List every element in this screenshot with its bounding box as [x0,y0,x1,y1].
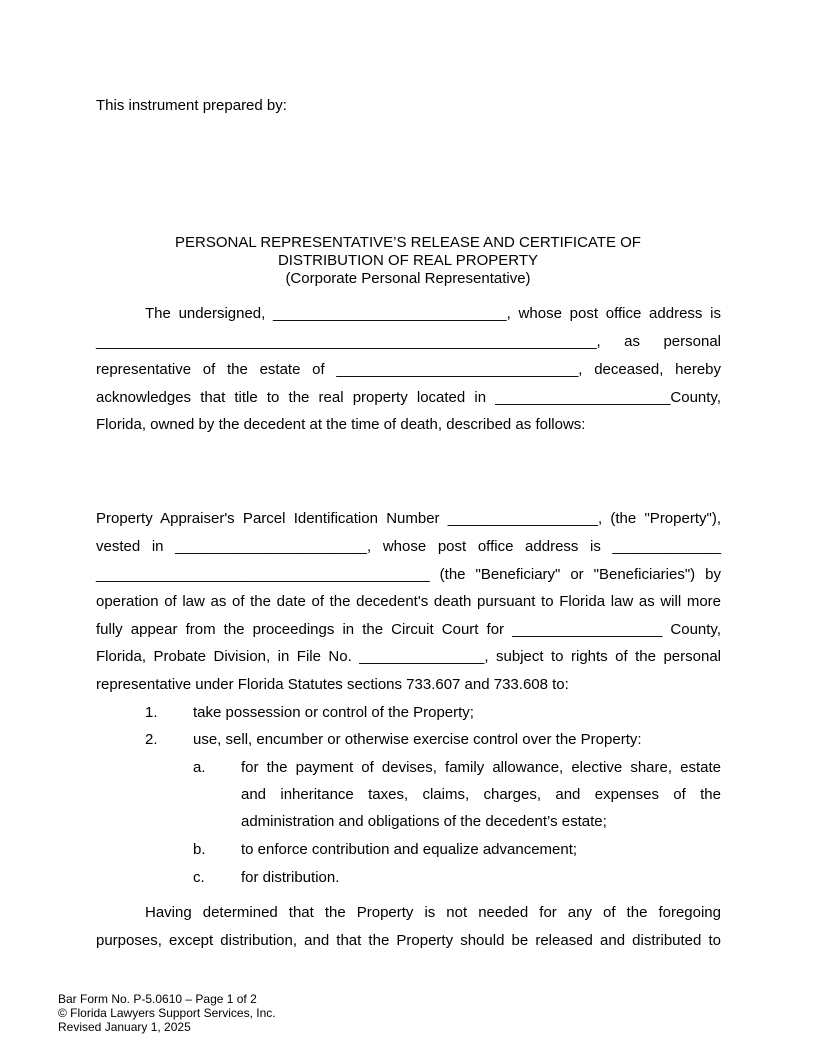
list-item: use, sell, encumber or otherwise exercise control over the Property: [193,731,642,748]
title-subtitle: (Corporate Personal Representative) [285,270,531,287]
list-number: 1. [145,704,158,721]
list-number: 2. [145,731,158,748]
para1-line: Florida, owned by the decedent at the time of death, described as follows: [96,416,586,433]
footer-form-number: Bar Form No. P-5.0610 – Page 1 of 2 [58,992,257,1006]
para2-line: ________________________________________ (the "Beneficiary" or "Beneficiaries") by [96,566,721,583]
para2-line: representative under Florida Statutes sections 733.607 and 733.608 to: [96,676,569,693]
footer [58,992,276,1034]
para1-line: acknowledges that title to the real property located in _____________________County, [96,389,721,406]
sublist-letter: a. [193,759,206,776]
title-line-1: PERSONAL REPRESENTATIVE’S RELEASE AND CERTIFICATE OF [175,234,641,251]
prepared-by: This instrument prepared by: [96,97,287,114]
sublist-item-line: and inheritance taxes, claims, charges, and expenses of the [241,786,721,803]
footer-copyright: © Florida Lawyers Support Services, Inc. [58,1006,276,1020]
sublist-item-line: for distribution. [241,869,340,886]
para2-line: Florida, Probate Division, in File No. _______________, subject to rights of the personal [96,648,721,665]
sublist-item-line: to enforce contribution and equalize advancement; [241,841,578,858]
footer-revised: Revised January 1, 2025 [58,1020,191,1034]
sublist-item-line: administration and obligations of the decedent’s estate; [241,813,607,830]
sublist-letter: b. [193,841,206,858]
sublist-item-line: for the payment of devises, family allowance, elective share, estate [241,759,721,776]
para1-line: ____________________________________________________________, as personal [96,333,721,350]
sublist-letter: c. [193,869,205,886]
para3-line: purposes, except distribution, and that the Property should be released and distributed to [96,932,721,949]
para2-line: Property Appraiser's Parcel Identification Number __________________, (the "Property"), [96,510,721,527]
para3-line: Having determined that the Property is not needed for any of the foregoing [145,904,721,921]
list-item: take possession or control of the Property; [193,704,474,721]
para1-line: representative of the estate of _____________________________, deceased, hereby [96,361,721,378]
para2-line: vested in _______________________, whose post office address is _____________ [96,538,721,555]
para2-line: operation of law as of the date of the decedent's death pursuant to Florida law as will more [96,593,721,610]
title-line-2: DISTRIBUTION OF REAL PROPERTY [277,252,539,269]
para1-line: The undersigned, ____________________________, whose post office address is [145,305,721,322]
para2-line: fully appear from the proceedings in the Circuit Court for __________________ County, [96,621,721,638]
